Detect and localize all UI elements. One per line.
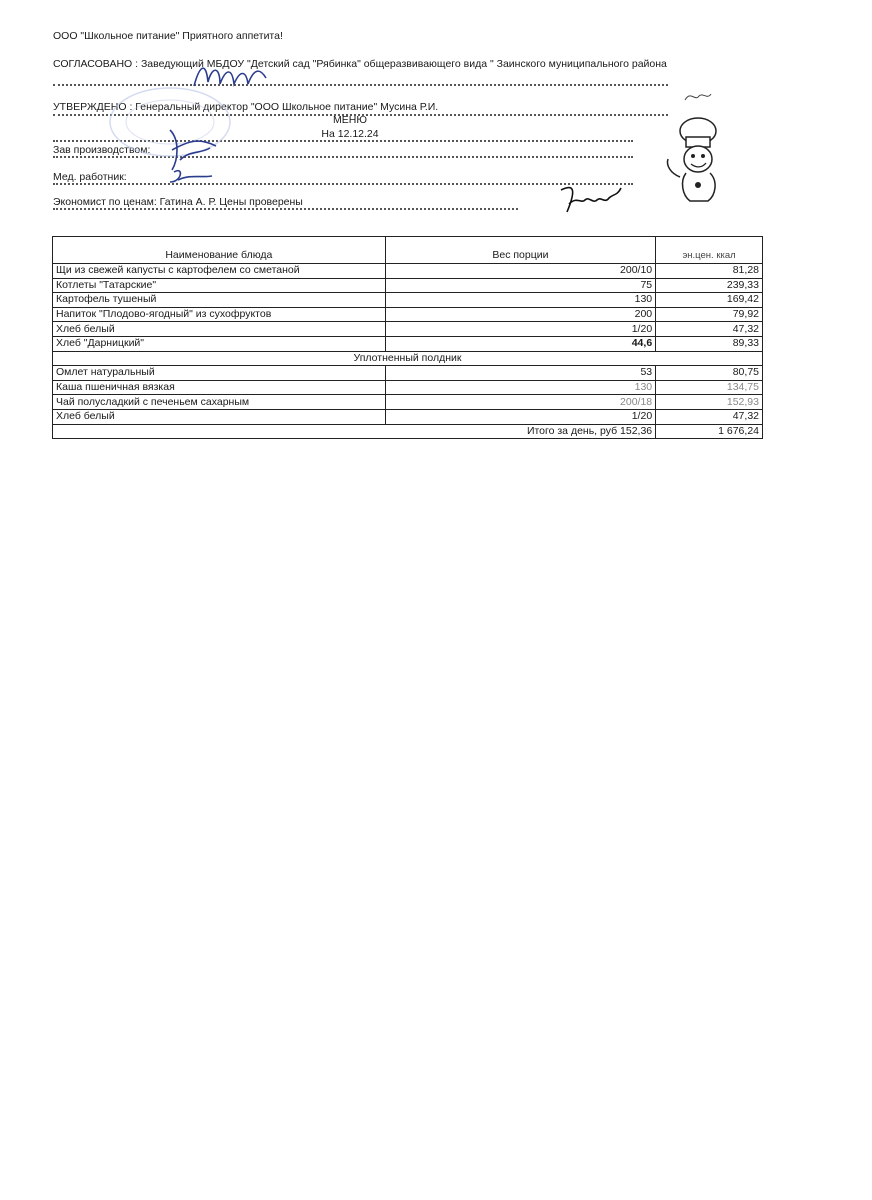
total-label: Итого за день, руб 152,36 [385, 424, 655, 439]
dish-name: Хлеб "Дарницкий" [53, 336, 386, 351]
total-row [53, 424, 763, 439]
approved-line: УТВЕРЖДЕНО : Генеральный директор "ООО Школьное питание" Мусина Р.И. [53, 101, 439, 113]
section-title: Уплотненный полдник [53, 351, 763, 366]
dish-weight: 44,6 [385, 336, 655, 351]
menu-table [52, 236, 763, 439]
dish-name: Хлеб белый [53, 322, 386, 337]
dish-energy: 79,92 [656, 307, 763, 322]
signature-agreed-icon [190, 58, 270, 94]
company-heading: ООО "Школьное питание" Приятного аппетита! [53, 30, 283, 42]
table-row [53, 380, 763, 395]
dish-energy: 81,28 [656, 264, 763, 279]
dish-name: Омлет натуральный [53, 366, 386, 381]
agreed-line: СОГЛАСОВАНО : Заведующий МБДОУ "Детский сад "Рябинка" общеразвивающего вида " Заинского муниципального района [53, 58, 667, 70]
dish-weight: 200/10 [385, 264, 655, 279]
dish-name: Каша пшеничная вязкая [53, 380, 386, 395]
dish-energy: 47,32 [656, 322, 763, 337]
table-row [53, 278, 763, 293]
menu-date: На 12.12.24 [321, 128, 379, 140]
medical-worker-label: Мед. работник: [53, 171, 127, 183]
dish-weight: 200/18 [385, 395, 655, 410]
dish-energy: 80,75 [656, 366, 763, 381]
dish-name: Картофель тушеный [53, 293, 386, 308]
table-row [53, 336, 763, 351]
table-row [53, 307, 763, 322]
dish-weight: 130 [385, 293, 655, 308]
dish-energy: 134,75 [656, 380, 763, 395]
table-row [53, 409, 763, 424]
column-header-energy: эн.цен. ккал [656, 237, 763, 264]
column-header-name: Наименование блюда [53, 237, 386, 264]
table-row [53, 264, 763, 279]
signature-small-icon [683, 88, 713, 106]
total-energy: 1 676,24 [656, 424, 763, 439]
dish-energy: 169,42 [656, 293, 763, 308]
column-header-weight: Вес порции [385, 237, 655, 264]
dish-name: Напиток "Плодово-ягодный" из сухофруктов [53, 307, 386, 322]
table-header-row [53, 237, 763, 264]
dish-energy: 47,32 [656, 409, 763, 424]
dish-energy: 152,93 [656, 395, 763, 410]
table-row [53, 395, 763, 410]
table-row [53, 293, 763, 308]
dish-weight: 1/20 [385, 409, 655, 424]
section-row [53, 351, 763, 366]
medical-signature-line [53, 183, 633, 185]
dish-weight: 200 [385, 307, 655, 322]
dish-energy: 239,33 [656, 278, 763, 293]
economist-line: Экономист по ценам: Гатина А. Р. Цены проверены [53, 196, 303, 208]
dish-weight: 1/20 [385, 322, 655, 337]
dish-energy: 89,33 [656, 336, 763, 351]
signature-production-icon [160, 120, 230, 190]
dish-weight: 130 [385, 380, 655, 395]
table-row [53, 322, 763, 337]
economist-signature-line [53, 208, 518, 210]
production-manager-label: Зав производством: [53, 144, 151, 156]
dish-name: Чай полусладкий с печеньем сахарным [53, 395, 386, 410]
dish-weight: 75 [385, 278, 655, 293]
signature-economist-icon [555, 182, 625, 218]
dish-name: Котлеты "Татарские" [53, 278, 386, 293]
chef-mascot-icon [660, 115, 732, 207]
menu-title: МЕНЮ [333, 114, 367, 126]
dish-name: Хлеб белый [53, 409, 386, 424]
table-row [53, 366, 763, 381]
dish-weight: 53 [385, 366, 655, 381]
dish-name: Щи из свежей капусты с картофелем со сметаной [53, 264, 386, 279]
total-empty-cell [53, 424, 386, 439]
